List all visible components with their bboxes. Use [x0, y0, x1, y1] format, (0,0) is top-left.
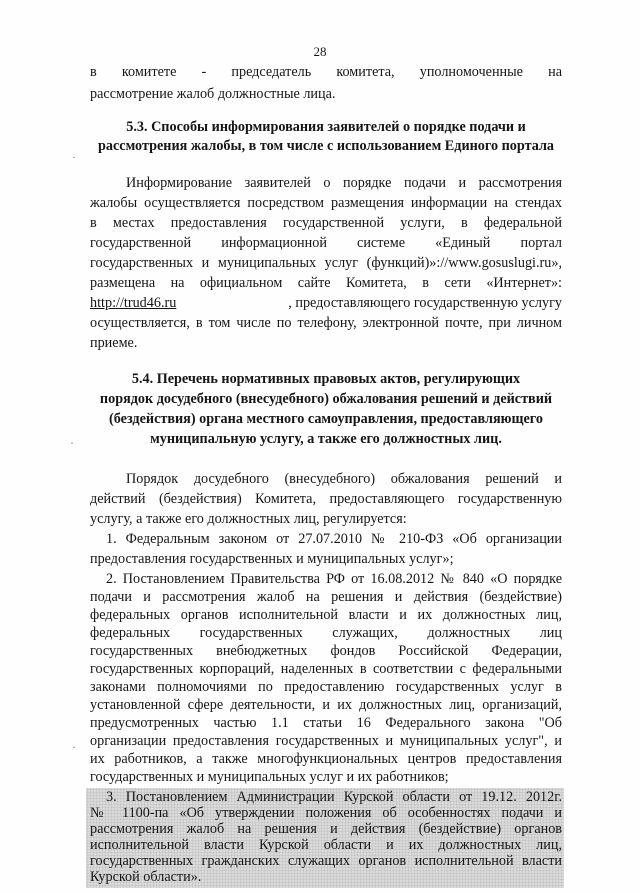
text-line: государственных корпораций, наделенных в соответствии с федеральными — [90, 661, 562, 677]
text-line: предусмотренных частью 1.1 статьи 16 Федерального закона "Об — [90, 715, 562, 731]
text-line: в комитете - председатель комитета, уполномоченные на — [90, 64, 562, 80]
section-53-heading: рассмотрения жалобы, в том числе с использованием Единого портала — [97, 138, 554, 154]
text-line: действий (бездействия) Комитета, предоставляющего государственную — [90, 491, 562, 507]
text-line: в местах предоставления государственной услуги, в федеральной — [90, 215, 562, 231]
text-line: 3. Постановлением Администрации Курской области от 19.12. 2012г. — [106, 789, 562, 805]
text-line: Порядок досудебного (внесудебного) обжалования решений и — [126, 471, 562, 487]
text-line: государственных и муниципальных услуг и их работников; — [90, 769, 449, 785]
text-line: размещена на официальном сайте Комитета, в сети «Интернет»: — [90, 275, 562, 291]
text-line: приеме. — [90, 335, 138, 351]
text-line: государственных внебюджетных фондов Российской Федерации, — [90, 643, 562, 659]
text-line: № 1100-па «Об утверждении положения об особенностях подачи и — [90, 805, 562, 821]
text-line: установленной сфере деятельности, и их должностных лиц, организаций, — [90, 697, 562, 713]
text-line: исполнительной власти Курской области и их должностных лиц, — [90, 837, 562, 853]
text-line: жалобы осуществляется посредством размещения информации на стендах — [90, 195, 562, 211]
text-line: Информирование заявителей о порядке подачи и рассмотрения — [126, 175, 562, 191]
text-line: Курской области». — [90, 869, 202, 885]
text-line: законами полномочиями по предоставлению государственных услуг в — [90, 679, 562, 695]
text-line: 1. Федеральным законом от 27.07.2010 № 210-ФЗ «Об организации — [106, 531, 562, 547]
section-54-heading: 5.4. Перечень нормативных правовых актов, регулирующих — [131, 371, 521, 387]
site-link[interactable]: http://trud46.ru — [90, 295, 177, 311]
scan-speck: · — [72, 740, 76, 754]
text-line: федеральных органов исполнительной власти и их должностных лиц, — [90, 607, 562, 623]
text-line: 2. Постановлением Правительства РФ от 16.08.2012 № 840 «О порядке — [106, 571, 562, 587]
section-53-heading: 5.3. Способы информирования заявителей о порядке подачи и — [126, 119, 526, 135]
text-line: подачи и рассмотрения жалоб на решения и действия (бездействие) — [90, 589, 562, 605]
text-line: их работников, а также многофункциональных центров предоставления — [90, 751, 562, 767]
text-line: рассмотрение жалоб должностные лица. — [90, 86, 336, 102]
text-line — [90, 292, 562, 314]
text-line: предоставления государственных и муниципальных услуг»; — [90, 551, 454, 567]
text-line: государственных и муниципальных услуг (функций)»://www.gosuslugi.ru», — [90, 255, 562, 271]
section-54-heading: порядок досудебного (внесудебного) обжалования решений и действий — [99, 391, 553, 407]
section-54-heading: муниципальную услугу, а также его должностных лиц. — [150, 431, 502, 447]
text-line: государственных гражданских служащих органов исполнительной власти — [90, 853, 562, 869]
scan-speck: · — [72, 150, 76, 164]
text-line: федеральных государственных служащих, должностных лиц — [90, 625, 562, 641]
text-line: организации предоставления государственных и муниципальных услуг", и — [90, 733, 562, 749]
scan-speck: · — [70, 436, 74, 450]
text-line: услугу, а также его должностных лиц, регулируется: — [90, 511, 407, 527]
text-line: осуществляется, в том числе по телефону, электронной почте, при личном — [90, 315, 562, 331]
text-line: рассмотрения жалоб на решения и действия (бездействие) органов — [90, 821, 562, 837]
text-line: государственной информационной системе «Единый портал — [90, 235, 562, 251]
page-number: 28 — [313, 44, 327, 59]
text-span: , предоставляющего государственную услугу — [288, 295, 562, 311]
section-54-heading: (бездействия) органа местного самоуправления, предоставляющего — [109, 411, 543, 427]
